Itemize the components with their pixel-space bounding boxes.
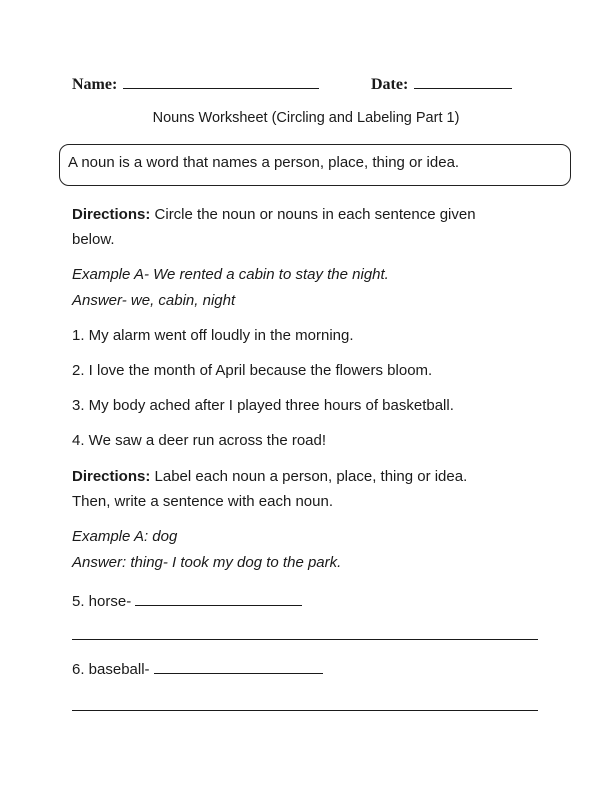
label-item-6 xyxy=(72,660,323,678)
directions-2-line-2: Then, write a sentence with each noun. xyxy=(72,493,333,510)
label-item-6-blank xyxy=(154,660,323,674)
date-label: Date: xyxy=(371,76,409,93)
example-2: Example A: dog xyxy=(72,528,178,545)
sentence-write-line-6 xyxy=(72,710,538,711)
label-item-5-text: 5. horse- xyxy=(72,593,132,610)
definition-text: A noun is a word that names a person, place, thing or idea. xyxy=(68,154,460,171)
sentence-item-2: 2. I love the month of April because the flowers bloom. xyxy=(72,362,433,379)
sentence-item-3: 3. My body ached after I played three hours of basketball. xyxy=(72,397,454,414)
label-item-5-blank xyxy=(135,592,302,606)
directions-2-line-1 xyxy=(72,468,467,485)
name-label: Name: xyxy=(72,76,118,93)
directions-2-text: Label each noun a person, place, thing or idea. xyxy=(150,468,468,485)
directions-1-text: Circle the noun or nouns in each sentence given xyxy=(150,206,476,223)
directions-2-label: Directions: xyxy=(72,468,151,485)
directions-1-label: Directions: xyxy=(72,206,151,223)
sentence-item-1: 1. My alarm went off loudly in the morning. xyxy=(72,327,354,344)
label-item-6-text: 6. baseball- xyxy=(72,661,150,678)
answer-2: Answer: thing- I took my dog to the park. xyxy=(72,554,342,571)
date-blank-line xyxy=(414,74,512,89)
directions-1-line-1 xyxy=(72,206,476,223)
label-item-5 xyxy=(72,592,302,610)
name-field xyxy=(72,74,319,94)
date-field xyxy=(371,74,512,94)
answer-1: Answer- we, cabin, night xyxy=(72,292,236,309)
page-title: Nouns Worksheet (Circling and Labeling Part 1) xyxy=(152,110,460,126)
definition-box xyxy=(59,144,571,186)
directions-1-line-2: below. xyxy=(72,231,115,248)
sentence-item-4: 4. We saw a deer run across the road! xyxy=(72,432,327,449)
example-1: Example A- We rented a cabin to stay the night. xyxy=(72,266,389,283)
sentence-write-line-5 xyxy=(72,639,538,640)
name-blank-line xyxy=(123,74,319,89)
